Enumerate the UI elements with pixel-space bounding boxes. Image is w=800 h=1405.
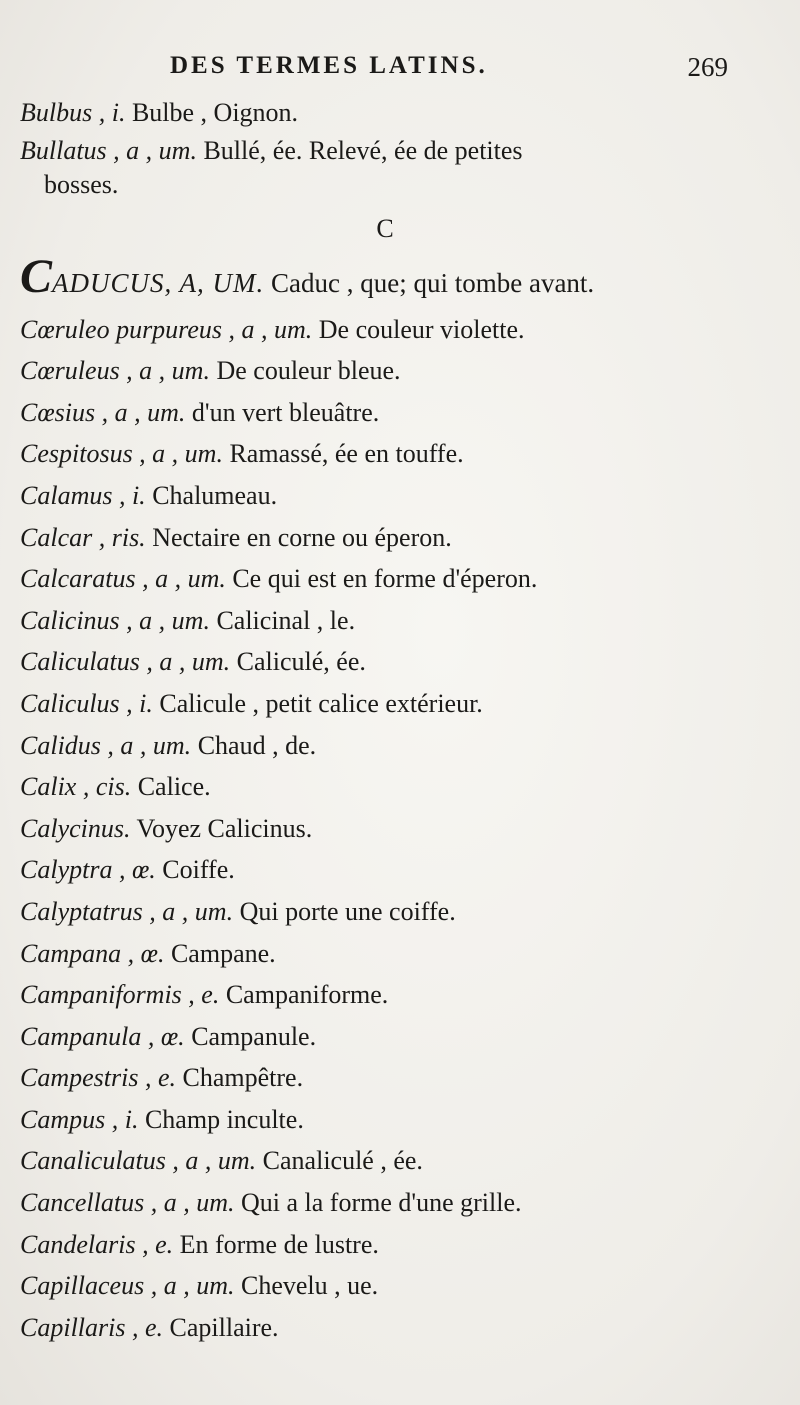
latin-term: Cœruleus , a , um. bbox=[20, 356, 210, 386]
latin-term: Cancellatus , a , um. bbox=[20, 1188, 235, 1218]
french-definition: Qui porte une coiffe. bbox=[239, 896, 456, 926]
glossary-entry bbox=[20, 1099, 720, 1141]
latin-term: Canaliculatus , a , um. bbox=[20, 1146, 257, 1176]
latin-term: Calyptra , œ. bbox=[20, 855, 156, 885]
glossary-entry bbox=[20, 849, 720, 891]
entry-list bbox=[20, 309, 720, 1349]
french-definition: Chalumeau. bbox=[152, 480, 278, 510]
latin-term: Calycinus. bbox=[20, 813, 131, 843]
latin-term: Calix , cis. bbox=[20, 772, 132, 802]
definition-continuation: bosses. bbox=[44, 169, 119, 199]
french-definition: Campaniforme. bbox=[225, 980, 389, 1010]
latin-term: Candelaris , e. bbox=[20, 1229, 174, 1259]
latin-term: Bullatus , a , um. bbox=[20, 135, 197, 165]
latin-term: Calyptatrus , a , um. bbox=[20, 896, 234, 926]
glossary-entry bbox=[20, 475, 720, 517]
glossary-entry bbox=[20, 433, 720, 475]
french-definition: Capillaire. bbox=[169, 1312, 279, 1342]
french-definition: Canaliculé , ée. bbox=[262, 1146, 423, 1176]
glossary-entry bbox=[20, 933, 720, 975]
french-definition: Ce qui est en forme d'éperon. bbox=[232, 564, 538, 594]
french-definition: Chevelu , ue. bbox=[241, 1271, 379, 1301]
french-definition: Chaud , de. bbox=[197, 730, 317, 760]
glossary-entry bbox=[20, 641, 720, 683]
glossary-entry bbox=[20, 392, 720, 434]
french-definition: De couleur bleue. bbox=[216, 356, 401, 386]
french-definition: Bulbe , Oignon. bbox=[131, 98, 299, 127]
glossary-entries bbox=[20, 92, 720, 1348]
glossary-entry bbox=[20, 517, 720, 559]
glossary-entry bbox=[20, 600, 720, 642]
latin-term: Calamus , i. bbox=[20, 480, 146, 510]
glossary-entry bbox=[20, 1307, 720, 1349]
latin-term: Bulbus , i. bbox=[20, 98, 126, 127]
latin-term: Campaniformis , e. bbox=[20, 980, 220, 1010]
glossary-entry bbox=[20, 1016, 720, 1058]
french-definition: De couleur violette. bbox=[318, 314, 525, 344]
latin-term: Calcar , ris. bbox=[20, 522, 146, 552]
glossary-entry bbox=[20, 558, 720, 600]
glossary-entry bbox=[20, 309, 720, 351]
french-definition: d'un vert bleuâtre. bbox=[191, 397, 380, 427]
french-definition: Ramassé, ée en touffe. bbox=[229, 439, 464, 469]
french-definition: Caduc , que; qui tombe avant. bbox=[271, 267, 595, 298]
latin-term: Calcaratus , a , um. bbox=[20, 564, 226, 594]
latin-term: Calidus , a , um. bbox=[20, 730, 192, 760]
french-definition: Voyez Calicinus. bbox=[136, 813, 313, 843]
glossary-entry bbox=[20, 1140, 720, 1182]
latin-term: Capillaris , e. bbox=[20, 1312, 164, 1342]
french-definition: Calice. bbox=[137, 772, 211, 802]
french-definition: Calicinal , le. bbox=[216, 605, 356, 635]
latin-term: Caliculus , i. bbox=[20, 688, 153, 718]
page-number: 269 bbox=[687, 52, 728, 82]
french-definition: Champ inculte. bbox=[144, 1104, 304, 1134]
drop-cap: C bbox=[20, 249, 53, 303]
latin-term: Capillaceus , a , um. bbox=[20, 1271, 235, 1301]
section-first-entry bbox=[20, 249, 720, 309]
glossary-entry bbox=[20, 1182, 720, 1224]
french-definition: Qui a la forme d'une grille. bbox=[241, 1188, 522, 1218]
glossary-entry bbox=[20, 350, 720, 392]
french-definition: Calicule , petit calice extérieur. bbox=[159, 688, 483, 718]
french-definition: Nectaire en corne ou éperon. bbox=[152, 522, 452, 552]
glossary-entry bbox=[20, 808, 720, 850]
french-definition: Champêtre. bbox=[182, 1063, 304, 1093]
latin-term: Caliculatus , a , um. bbox=[20, 647, 231, 677]
french-definition: Campanule. bbox=[191, 1021, 317, 1051]
section-letter: C bbox=[376, 213, 394, 243]
latin-term: Cœsius , a , um. bbox=[20, 397, 186, 427]
page-header bbox=[0, 52, 800, 92]
latin-term: Cœruleo purpureus , a , um. bbox=[20, 314, 313, 344]
latin-term: Cespitosus , a , um. bbox=[20, 439, 223, 469]
french-definition: Campane. bbox=[170, 938, 276, 968]
french-definition: Caliculé, ée. bbox=[236, 647, 366, 677]
latin-term: Calicinus , a , um. bbox=[20, 605, 210, 635]
glossary-entry bbox=[20, 974, 720, 1016]
latin-term: Campanula , œ. bbox=[20, 1021, 185, 1051]
glossary-entry bbox=[20, 1224, 720, 1266]
french-definition: Coiffe. bbox=[162, 855, 235, 885]
latin-term: Campestris , e. bbox=[20, 1063, 176, 1093]
glossary-entry bbox=[20, 1265, 720, 1307]
glossary-entry bbox=[20, 683, 720, 725]
latin-term: Campana , œ. bbox=[20, 938, 165, 968]
french-definition: En forme de lustre. bbox=[179, 1229, 379, 1259]
latin-term: Campus , i. bbox=[20, 1104, 139, 1134]
latin-term: ADUCUS, A, UM. bbox=[52, 267, 265, 298]
running-title: DES TERMES LATINS. bbox=[170, 52, 488, 79]
glossary-entry bbox=[20, 725, 720, 767]
glossary-entry bbox=[20, 891, 720, 933]
glossary-entry bbox=[20, 134, 720, 207]
glossary-entry bbox=[20, 92, 720, 134]
glossary-entry bbox=[20, 1057, 720, 1099]
french-definition: Bullé, ée. Relevé, ée de petites bbox=[203, 135, 523, 165]
glossary-entry bbox=[20, 766, 720, 808]
